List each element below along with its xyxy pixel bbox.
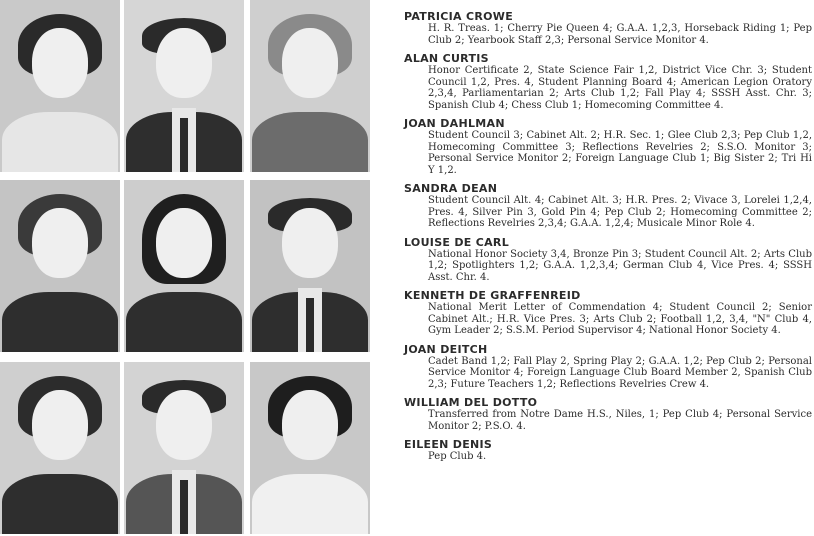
student-entry	[404, 182, 812, 230]
student-entry	[404, 236, 812, 284]
portrait-photo	[0, 0, 120, 172]
portrait-photo	[124, 362, 244, 534]
portrait-photo	[124, 0, 244, 172]
student-entry	[404, 117, 812, 176]
student-activities: Student Council Alt. 4; Cabinet Alt. 3; H.R. Pres. 2; Vivace 3, Lorelei 1,2,4, Pres. 4, Silver Pin 3, Gold Pin 4; Pep Club 2; Homecoming Committee 2; Reflections Revelries 2,3,4; G.A.A. 1,2,4; Musicale Minor Role 4.	[428, 195, 812, 229]
student-activities: Honor Certificate 2, State Science Fair 1,2, District Vice Chr. 3; Student Council 1,2, Pres. 4, Student Planning Board 4; American Legion Oratory 2,3,4, Parliamentarian 2; Arts Club 1,2; Fall Play 4; SSSH Asst. Chr. 3; Spanish Club 4; Chess Club 1; Homecoming Committee 4.	[428, 65, 812, 111]
student-activities: National Honor Society 3,4, Bronze Pin 3; Student Council Alt. 2; Arts Club 1,2; Spotlighters 1,2; G.A.A. 1,2,3,4; German Club 4, Vice Pres. 4; SSSH Asst. Chr. 4.	[428, 248, 812, 283]
student-name: JOAN DEITCH	[404, 342, 488, 356]
student-entry	[404, 396, 812, 432]
portrait-photo	[124, 180, 244, 352]
student-name: WILLIAM DEL DOTTO	[404, 396, 538, 409]
portrait-photo	[250, 362, 370, 534]
student-name: LOUISE DE CARL	[404, 235, 509, 249]
portrait-photo	[0, 362, 120, 534]
student-activities: H. R. Treas. 1; Cherry Pie Queen 4; G.A.A. 1,2,3, Horseback Riding 1; Pep Club 2; Yearbook Staff 2,3; Personal Service Monitor 4.	[428, 23, 812, 46]
student-name: JOAN DAHLMAN	[404, 117, 505, 130]
student-entry	[404, 438, 812, 463]
student-name: PATRICIA CROWE	[404, 10, 514, 23]
student-entry	[404, 52, 812, 111]
student-name: ALAN CURTIS	[404, 52, 489, 65]
portrait-grid	[0, 0, 382, 536]
student-entry	[404, 343, 812, 391]
portrait-photo	[250, 0, 370, 172]
student-activities: Cadet Band 1,2; Fall Play 2, Spring Play 2; G.A.A. 1,2; Pep Club 2; Personal Service Monitor 4; Foreign Language Club Board Member 2, Spanish Club 2,3; Future Teachers 1,2; Reflections Revelries Crew 4.	[428, 355, 812, 390]
student-entry	[404, 289, 812, 337]
portrait-photo	[250, 180, 370, 352]
student-activities: Transferred from Notre Dame H.S., Niles, 1; Pep Club 4; Personal Service Monitor 2; P.S.O. 4.	[428, 409, 812, 432]
student-activities: Student Council 3; Cabinet Alt. 2; H.R. Sec. 1; Glee Club 2,3; Pep Club 1,2, Homecoming Committee 3; Reflections Revelries 2; S.S.O. Monitor 3; Personal Service Monitor 2; Foreign Language Club 1; Big Sister 2; Tri Hi Y 1,2.	[428, 130, 812, 176]
student-name: SANDRA DEAN	[404, 182, 498, 195]
student-activities: Pep Club 4.	[428, 451, 487, 462]
student-name: EILEEN DENIS	[404, 438, 493, 451]
student-activities: National Merit Letter of Commendation 4; Student Council 2; Senior Cabinet Alt.; H.R. Vice Pres. 3; Arts Club 2; Football 1,2, 3,4, "N" Club 4, Gym Leader 2; S.S.M. Period Supervisor 4; National Honor Society 4.	[428, 302, 812, 336]
student-entry	[404, 10, 812, 46]
portrait-photo	[0, 180, 120, 352]
student-name: KENNETH DE GRAFFENREID	[404, 289, 581, 302]
student-listing	[404, 10, 812, 469]
